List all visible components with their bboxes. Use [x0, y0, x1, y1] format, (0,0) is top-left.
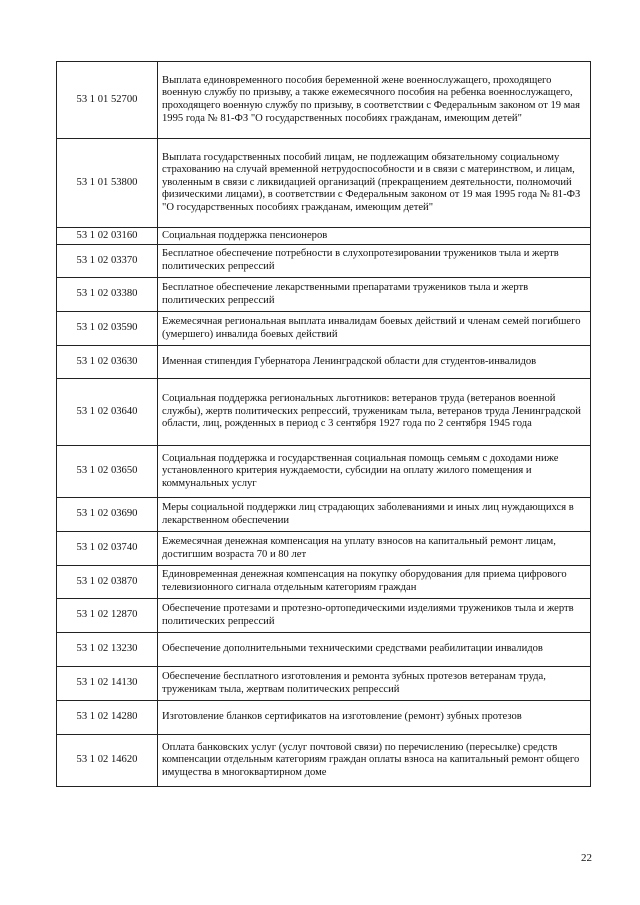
table-row: [57, 346, 591, 379]
table-row: [57, 379, 591, 446]
row-description: Ежемесячная денежная компенсация на уплату взносов на капитальный ремонт лицам, достигшим возраста 70 и 80 лет: [158, 532, 591, 566]
row-code: 53 1 01 53800: [57, 139, 158, 228]
row-code: 53 1 02 03640: [57, 379, 158, 446]
table-row: [57, 667, 591, 701]
row-code: 53 1 02 14130: [57, 667, 158, 701]
row-description: Бесплатное обеспечение потребности в слухопротезировании тружеников тыла и жертв политических репрессий: [158, 245, 591, 278]
table-row: [57, 701, 591, 735]
table-row: [57, 599, 591, 633]
row-code: 53 1 02 14620: [57, 735, 158, 787]
row-code: 53 1 02 03160: [57, 228, 158, 245]
row-code: 53 1 02 03870: [57, 566, 158, 599]
row-code: 53 1 02 03380: [57, 278, 158, 312]
row-description: Обеспечение протезами и протезно-ортопедическими изделиями тружеников тыла и жертв политических репрессий: [158, 599, 591, 633]
row-description: Единовременная денежная компенсация на покупку оборудования для приема цифрового телевизионного сигнала отдельным категориям граждан: [158, 566, 591, 599]
table-row: [57, 312, 591, 346]
table-row: [57, 446, 591, 498]
row-code: 53 1 02 03590: [57, 312, 158, 346]
table-row: [57, 139, 591, 228]
row-description: Выплата государственных пособий лицам, не подлежащим обязательному социальному страхованию на случай временной нетрудоспособности и в связи с материнством, и лицам, уволенным в связи с ликвидацией организаций (прекращением деятельности, полномочий физическими лицами), в соответствии с Федеральным законом от 19 мая 1995 года № 81-ФЗ "О государственных пособиях гражданам, имеющим детей": [158, 139, 591, 228]
page-number: 22: [581, 852, 592, 864]
row-code: 53 1 02 12870: [57, 599, 158, 633]
budget-classification-table: [56, 61, 591, 787]
table-row: [57, 245, 591, 278]
table-row: [57, 633, 591, 667]
table-row: [57, 566, 591, 599]
row-code: 53 1 01 52700: [57, 62, 158, 139]
table-row: [57, 532, 591, 566]
row-code: 53 1 02 14280: [57, 701, 158, 735]
row-code: 53 1 02 03740: [57, 532, 158, 566]
row-description: Социальная поддержка региональных льготников: ветеранов труда (ветеранов военной службы), жертв политических репрессий, труженикам тыла, ветеранов труда Ленинградской области, лиц, рожденных в период с 3 сентября 1927 года по 2 сентября 1945 года: [158, 379, 591, 446]
row-description: Изготовление бланков сертификатов на изготовление (ремонт) зубных протезов: [158, 701, 591, 735]
row-code: 53 1 02 03370: [57, 245, 158, 278]
row-code: 53 1 02 13230: [57, 633, 158, 667]
table-row: [57, 62, 591, 139]
table-row: [57, 278, 591, 312]
table-row: [57, 498, 591, 532]
row-description: Обеспечение бесплатного изготовления и ремонта зубных протезов ветеранам труда, труженикам тыла, жертвам политических репрессий: [158, 667, 591, 701]
row-description: Выплата единовременного пособия беременной жене военнослужащего, проходящего военную службу по призыву, а также ежемесячного пособия на ребенка военнослужащего, проходящего военную службу по призыву, в соответствии с Федеральным законом от 19 мая 1995 года № 81-ФЗ "О государственных пособиях гражданам, имеющим детей": [158, 62, 591, 139]
table-row: [57, 735, 591, 787]
row-code: 53 1 02 03650: [57, 446, 158, 498]
row-description: Меры социальной поддержки лиц страдающих заболеваниями и иных лиц нуждающихся в лекарственном обеспечении: [158, 498, 591, 532]
row-code: 53 1 02 03630: [57, 346, 158, 379]
row-description: Именная стипендия Губернатора Ленинградской области для студентов-инвалидов: [158, 346, 591, 379]
row-description: Обеспечение дополнительными техническими средствами реабилитации инвалидов: [158, 633, 591, 667]
row-code: 53 1 02 03690: [57, 498, 158, 532]
row-description: Оплата банковских услуг (услуг почтовой связи) по перечислению (пересылке) средств компенсации отдельным категориям граждан оплаты взноса на капитальный ремонт общего имущества в многоквартирном доме: [158, 735, 591, 787]
table-row: [57, 228, 591, 245]
row-description: Ежемесячная региональная выплата инвалидам боевых действий и членам семей погибшего (умершего) инвалида боевых действий: [158, 312, 591, 346]
row-description: Социальная поддержка и государственная социальная помощь семьям с доходами ниже установленного критерия нуждаемости, субсидии на оплату жилого помещения и коммунальных услуг: [158, 446, 591, 498]
row-description: Социальная поддержка пенсионеров: [158, 228, 591, 245]
row-description: Бесплатное обеспечение лекарственными препаратами тружеников тыла и жертв политических репрессий: [158, 278, 591, 312]
